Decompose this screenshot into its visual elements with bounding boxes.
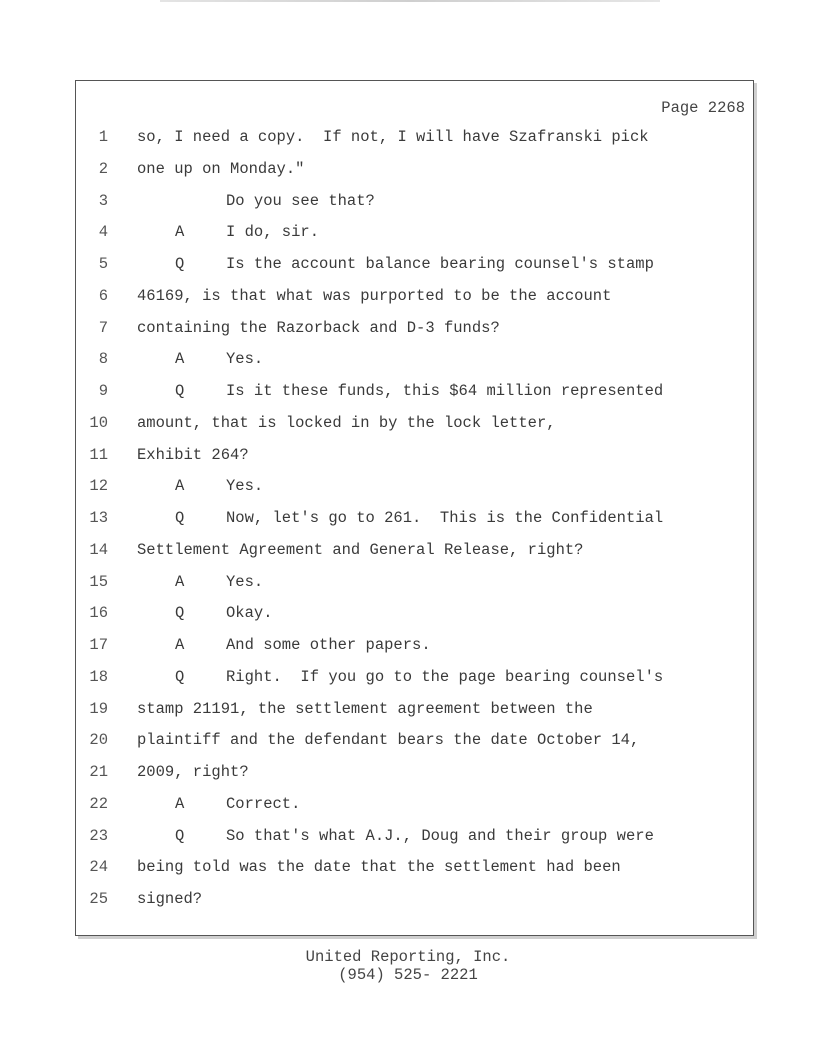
line-text: amount, that is locked in by the lock letter, <box>137 413 556 432</box>
line-text: Yes. <box>226 350 264 369</box>
line-text: one up on Monday." <box>137 159 305 178</box>
line-text: Okay. <box>226 604 273 623</box>
line-number: 18 <box>89 667 108 686</box>
line-text: Is it these funds, this $64 million represented <box>226 382 664 400</box>
transcript-line <box>76 411 753 435</box>
line-text: Exhibit 264? <box>137 445 249 464</box>
qa-marker: Q <box>175 509 185 527</box>
line-text: Right. If you go to the page bearing counsel's <box>226 667 664 686</box>
line-number: 5 <box>98 255 108 273</box>
qa-marker: Q <box>175 667 185 686</box>
line-number: 9 <box>98 382 108 400</box>
page-number-label: Page 2268 <box>661 99 745 117</box>
transcript-line <box>76 824 753 848</box>
transcript-line <box>76 601 753 625</box>
qa-marker: A <box>175 223 185 242</box>
line-number: 19 <box>89 699 108 718</box>
line-text: Yes. <box>226 572 264 591</box>
line-number: 6 <box>98 286 108 305</box>
line-number: 23 <box>89 826 108 845</box>
transcript-line <box>76 220 753 244</box>
line-text: plaintiff and the defendant bears the date October 14, <box>137 731 640 750</box>
line-number: 4 <box>98 223 108 242</box>
line-number: 15 <box>89 572 108 591</box>
line-number: 21 <box>89 763 108 781</box>
line-text: stamp 21191, the settlement agreement between the <box>137 699 593 718</box>
transcript-line <box>76 633 753 657</box>
line-number: 12 <box>89 477 108 496</box>
transcript-line <box>76 347 753 371</box>
transcript-line <box>76 284 753 308</box>
transcript-line <box>76 760 753 784</box>
qa-marker: Q <box>175 255 185 273</box>
qa-marker: A <box>175 636 185 654</box>
transcript-line <box>76 887 753 911</box>
qa-marker: A <box>175 350 185 369</box>
line-text: Now, let's go to 261. This is the Confidential <box>226 509 664 527</box>
line-text: I do, sir. <box>226 223 320 242</box>
line-number: 2 <box>98 159 108 178</box>
transcript-line <box>76 125 753 149</box>
transcript-line <box>76 570 753 594</box>
line-text: signed? <box>137 890 203 908</box>
line-text: Yes. <box>226 477 264 496</box>
line-number: 25 <box>89 890 108 908</box>
qa-marker: A <box>175 794 185 813</box>
line-text: 46169, is that what was purported to be the account <box>137 286 612 305</box>
line-number: 16 <box>89 604 108 623</box>
line-text: So that's what A.J., Doug and their group were <box>226 826 654 845</box>
qa-marker: A <box>175 477 185 496</box>
line-number: 22 <box>89 794 108 813</box>
qa-marker: Q <box>175 826 185 845</box>
line-number: 20 <box>89 731 108 750</box>
transcript-line <box>76 792 753 816</box>
line-number: 3 <box>98 191 108 210</box>
line-text: Is the account balance bearing counsel's stamp <box>226 255 654 273</box>
qa-marker: A <box>175 572 185 591</box>
line-number: 11 <box>89 445 108 464</box>
line-text: And some other papers. <box>226 636 431 654</box>
qa-marker: Q <box>175 604 185 623</box>
transcript-line <box>76 538 753 562</box>
line-text: 2009, right? <box>137 763 249 781</box>
transcript-line <box>76 506 753 530</box>
transcript-line <box>76 443 753 467</box>
line-number: 17 <box>89 636 108 654</box>
line-number: 14 <box>89 540 108 559</box>
transcript-line <box>76 252 753 276</box>
footer <box>0 948 816 984</box>
qa-marker: Q <box>175 382 185 400</box>
line-text: Correct. <box>226 794 301 813</box>
transcript-line <box>76 157 753 181</box>
transcript-page-frame <box>75 80 754 936</box>
transcript-line <box>76 316 753 340</box>
transcript-line <box>76 728 753 752</box>
transcript-line <box>76 474 753 498</box>
transcript-line <box>76 855 753 879</box>
line-text: Do you see that? <box>226 191 375 210</box>
line-number: 7 <box>98 318 108 337</box>
line-text: containing the Razorback and D-3 funds? <box>137 318 500 337</box>
footer-company: United Reporting, Inc. <box>305 948 511 966</box>
line-number: 8 <box>98 350 108 369</box>
line-text: Settlement Agreement and General Release, right? <box>137 540 584 559</box>
line-number: 13 <box>89 509 108 527</box>
transcript-line <box>76 379 753 403</box>
line-number: 1 <box>98 128 108 146</box>
transcript-line <box>76 697 753 721</box>
footer-phone: (954) 525- 2221 <box>338 966 478 984</box>
transcript-line <box>76 665 753 689</box>
line-text: being told was the date that the settlement had been <box>137 858 621 877</box>
line-text: so, I need a copy. If not, I will have Szafranski pick <box>137 128 649 146</box>
scan-top-line <box>160 0 660 2</box>
line-number: 24 <box>89 858 108 877</box>
transcript-line <box>76 189 753 213</box>
line-number: 10 <box>89 413 108 432</box>
